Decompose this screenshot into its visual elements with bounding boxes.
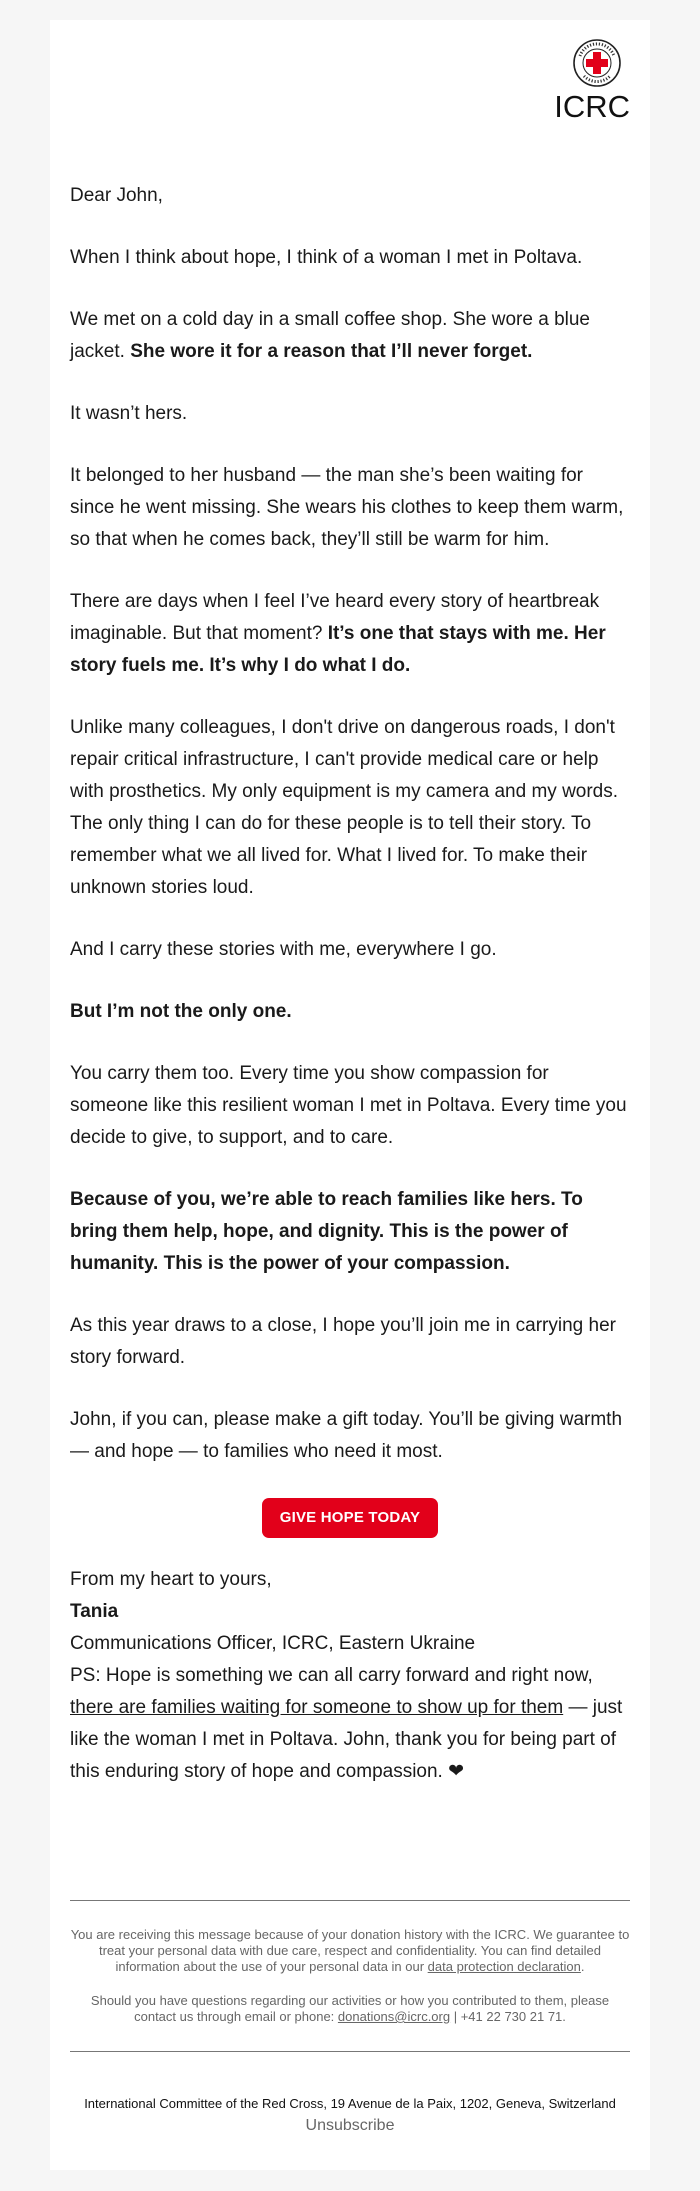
signer-name: Tania: [70, 1601, 119, 1622]
letter-body: [70, 180, 630, 1818]
paragraph-7: And I carry these stories with me, everywhere I go.: [70, 939, 497, 960]
paragraph-6: Unlike many colleagues, I don't drive on dangerous roads, I don't repair critical infrastructure, I can't provide medical care or help with prosthetics. My only equipment is my camera and my words. The only thing I can do for these people is to tell their story. To remember what we all lived for. What I lived for. To make their unknown stories loud.: [70, 717, 619, 898]
paragraph-8: [70, 996, 630, 1028]
paragraph-10: [70, 1184, 630, 1280]
footer-divider-top: [70, 1900, 630, 1901]
paragraph-8-bold: But I’m not the only one.: [70, 1001, 292, 1022]
paragraph-5-text: There are days when I feel I’ve heard every story of heartbreak imaginable. But that moment?: [70, 591, 600, 644]
paragraph-10-bold: Because of you, we’re able to reach families like hers. To bring them help, hope, and dignity. This is the power of humanity. This is the power of your compassion.: [70, 1189, 583, 1274]
paragraph-12: John, if you can, please make a gift today. You’ll be giving warmth — and hope — to families who need it most.: [70, 1409, 623, 1462]
privacy-notice-text: You are receiving this message because of your donation history with the ICRC. We guarantee to treat your personal data with due care, respect and confidentiality. You can find detailed information about the use of your personal data in our: [70, 1927, 630, 1974]
privacy-notice: [70, 1927, 630, 1975]
paragraph-9: You carry them too. Every time you show compassion for someone like this resilient woman I met in Poltava. Every time you decide to give, to support, and to care.: [70, 1063, 627, 1148]
contact-notice-text: Should you have questions regarding our activities or how you contributed to them, please contact us through email or phone:: [90, 1993, 610, 2024]
paragraph-5-bold: It’s one that stays with me. Her story fuels me. It’s why I do what I do.: [70, 623, 606, 676]
postscript: [70, 1660, 630, 1788]
paragraph-5: [70, 586, 630, 682]
signature: [70, 1564, 630, 1660]
organization-address: International Committee of the Red Cross, 19 Avenue de la Paix, 1202, Geneva, Switzerland: [84, 2096, 616, 2111]
footer: [70, 1900, 630, 2136]
paragraph-1: When I think about hope, I think of a woman I met in Poltava.: [70, 247, 583, 268]
families-waiting-link[interactable]: there are families waiting for someone to show up for them: [70, 1697, 564, 1718]
give-hope-button[interactable]: GIVE HOPE TODAY: [262, 1498, 439, 1538]
red-cross-emblem-icon: [572, 38, 622, 88]
logo-wordmark: ICRC: [554, 89, 630, 124]
email-card: [50, 20, 650, 2170]
footer-divider-bottom: [70, 2051, 630, 2052]
paragraph-2: [70, 304, 630, 368]
paragraph-11: As this year draws to a close, I hope you’ll join me in carrying her story forward.: [70, 1315, 616, 1368]
signoff: From my heart to yours,: [70, 1569, 272, 1590]
unsubscribe-link[interactable]: Unsubscribe: [305, 2117, 395, 2134]
paragraph-2-text: We met on a cold day in a small coffee shop. She wore a blue jacket.: [70, 309, 590, 362]
cta-container: [70, 1498, 630, 1538]
postscript-text-a: PS: Hope is something we can all carry forward and right now,: [70, 1665, 593, 1686]
heart-icon: ❤: [448, 1761, 465, 1782]
contact-notice: [70, 1993, 630, 2025]
paragraph-2-bold: She wore it for a reason that I’ll never forget.: [130, 341, 533, 362]
postscript-text-b: — just like the woman I met in Poltava. John, thank you for being part of this enduring story of hope and compassion.: [70, 1697, 623, 1782]
data-protection-link[interactable]: data protection declaration: [427, 1959, 581, 1974]
greeting: Dear John,: [70, 185, 163, 206]
contact-phone: | +41 22 730 21 71.: [450, 2009, 566, 2024]
paragraph-3: It wasn’t hers.: [70, 403, 188, 424]
privacy-notice-end: .: [580, 1959, 585, 1974]
signer-title: Communications Officer, ICRC, Eastern Ukraine: [70, 1633, 476, 1654]
paragraph-4: It belonged to her husband — the man she’s been waiting for since he went missing. She wears his clothes to keep them warm, so that when he comes back, they’ll still be warm for him.: [70, 465, 624, 550]
donations-email-link[interactable]: donations@icrc.org: [337, 2009, 451, 2024]
